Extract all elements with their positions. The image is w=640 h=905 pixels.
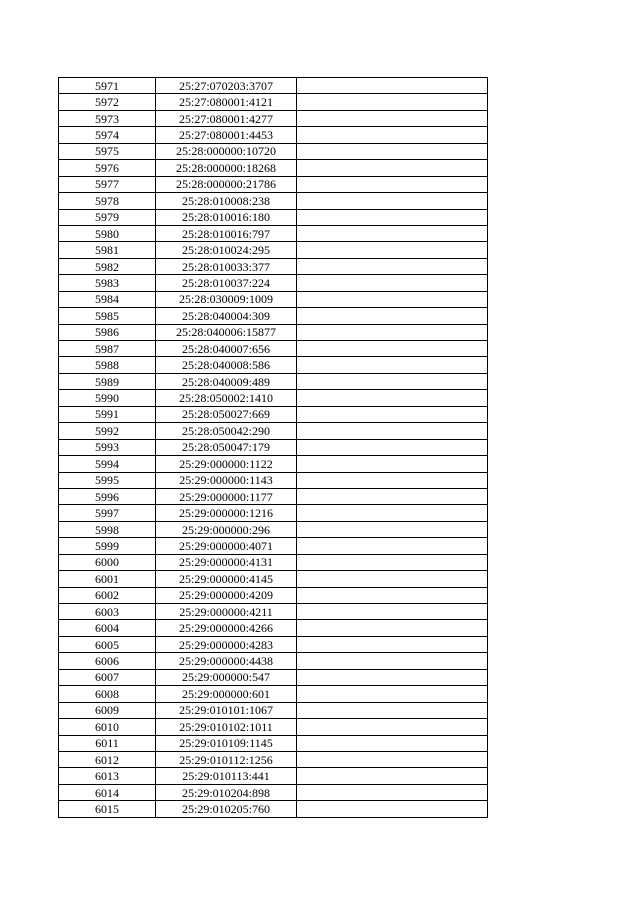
- table-row: [59, 78, 488, 94]
- row-number-cell: 6013: [59, 768, 156, 784]
- row-number-cell: 5974: [59, 127, 156, 143]
- row-number-cell: 6010: [59, 719, 156, 735]
- row-number-cell: 5987: [59, 341, 156, 357]
- empty-cell: [297, 308, 488, 324]
- cadastral-number-cell: 25:28:010016:797: [156, 225, 297, 241]
- table-row: [59, 94, 488, 110]
- empty-cell: [297, 686, 488, 702]
- empty-cell: [297, 225, 488, 241]
- table-row: [59, 406, 488, 422]
- cadastral-number-cell: 25:28:040007:656: [156, 341, 297, 357]
- empty-cell: [297, 275, 488, 291]
- table-row: [59, 423, 488, 439]
- empty-cell: [297, 357, 488, 373]
- table-row: [59, 373, 488, 389]
- cadastral-number-cell: 25:28:000000:21786: [156, 176, 297, 192]
- table-row: [59, 669, 488, 685]
- row-number-cell: 5985: [59, 308, 156, 324]
- empty-cell: [297, 242, 488, 258]
- cadastral-number-cell: 25:29:000000:4071: [156, 538, 297, 554]
- cadastral-number-cell: 25:29:000000:4131: [156, 554, 297, 570]
- table-row: [59, 357, 488, 373]
- cadastral-number-cell: 25:29:000000:1177: [156, 488, 297, 504]
- row-number-cell: 5988: [59, 357, 156, 373]
- table-row: [59, 275, 488, 291]
- empty-cell: [297, 587, 488, 603]
- row-number-cell: 6005: [59, 636, 156, 652]
- row-number-cell: 6014: [59, 784, 156, 800]
- empty-cell: [297, 373, 488, 389]
- row-number-cell: 5989: [59, 373, 156, 389]
- empty-cell: [297, 439, 488, 455]
- empty-cell: [297, 341, 488, 357]
- empty-cell: [297, 423, 488, 439]
- cadastral-number-cell: 25:29:000000:1122: [156, 456, 297, 472]
- empty-cell: [297, 209, 488, 225]
- cadastral-number-cell: 25:29:010204:898: [156, 784, 297, 800]
- cadastral-number-cell: 25:29:000000:4438: [156, 653, 297, 669]
- table-row: [59, 127, 488, 143]
- row-number-cell: 5977: [59, 176, 156, 192]
- cadastral-number-cell: 25:28:050047:179: [156, 439, 297, 455]
- row-number-cell: 5991: [59, 406, 156, 422]
- row-number-cell: 5982: [59, 258, 156, 274]
- table-row: [59, 341, 488, 357]
- table-row: [59, 604, 488, 620]
- cadastral-number-cell: 25:29:000000:296: [156, 521, 297, 537]
- cadastral-number-cell: 25:29:000000:547: [156, 669, 297, 685]
- table-row: [59, 258, 488, 274]
- empty-cell: [297, 406, 488, 422]
- table-row: [59, 143, 488, 159]
- cadastral-number-cell: 25:29:010113:441: [156, 768, 297, 784]
- empty-cell: [297, 456, 488, 472]
- empty-cell: [297, 604, 488, 620]
- table-row: [59, 538, 488, 554]
- empty-cell: [297, 505, 488, 521]
- row-number-cell: 5972: [59, 94, 156, 110]
- row-number-cell: 5971: [59, 78, 156, 94]
- table-row: [59, 439, 488, 455]
- table-row: [59, 488, 488, 504]
- empty-cell: [297, 78, 488, 94]
- row-number-cell: 5990: [59, 390, 156, 406]
- empty-cell: [297, 538, 488, 554]
- row-number-cell: 5983: [59, 275, 156, 291]
- row-number-cell: 5978: [59, 193, 156, 209]
- cadastral-number-cell: 25:28:010037:224: [156, 275, 297, 291]
- cadastral-number-cell: 25:28:040006:15877: [156, 324, 297, 340]
- table-row: [59, 291, 488, 307]
- row-number-cell: 6004: [59, 620, 156, 636]
- table-row: [59, 324, 488, 340]
- table-row: [59, 653, 488, 669]
- row-number-cell: 5975: [59, 143, 156, 159]
- empty-cell: [297, 768, 488, 784]
- table-row: [59, 719, 488, 735]
- empty-cell: [297, 784, 488, 800]
- cadastral-number-cell: 25:28:000000:10720: [156, 143, 297, 159]
- table-row: [59, 620, 488, 636]
- cadastral-number-cell: 25:29:010205:760: [156, 801, 297, 817]
- table-row: [59, 784, 488, 800]
- cadastral-number-cell: 25:29:000000:4283: [156, 636, 297, 652]
- cadastral-number-cell: 25:29:000000:4145: [156, 571, 297, 587]
- cadastral-number-cell: 25:28:050027:669: [156, 406, 297, 422]
- row-number-cell: 6009: [59, 702, 156, 718]
- row-number-cell: 6000: [59, 554, 156, 570]
- table-row: [59, 160, 488, 176]
- empty-cell: [297, 669, 488, 685]
- empty-cell: [297, 571, 488, 587]
- row-number-cell: 6003: [59, 604, 156, 620]
- empty-cell: [297, 636, 488, 652]
- empty-cell: [297, 702, 488, 718]
- cadastral-number-cell: 25:29:000000:1216: [156, 505, 297, 521]
- cadastral-number-cell: 25:28:040004:309: [156, 308, 297, 324]
- row-number-cell: 6015: [59, 801, 156, 817]
- row-number-cell: 5993: [59, 439, 156, 455]
- cadastral-number-cell: 25:28:040009:489: [156, 373, 297, 389]
- cadastral-number-cell: 25:28:000000:18268: [156, 160, 297, 176]
- row-number-cell: 5996: [59, 488, 156, 504]
- empty-cell: [297, 291, 488, 307]
- row-number-cell: 6012: [59, 751, 156, 767]
- empty-cell: [297, 620, 488, 636]
- table-row: [59, 554, 488, 570]
- row-number-cell: 5986: [59, 324, 156, 340]
- cadastral-number-cell: 25:29:000000:4209: [156, 587, 297, 603]
- table-row: [59, 176, 488, 192]
- row-number-cell: 5973: [59, 110, 156, 126]
- empty-cell: [297, 324, 488, 340]
- cadastral-number-cell: 25:28:050042:290: [156, 423, 297, 439]
- empty-cell: [297, 488, 488, 504]
- row-number-cell: 5976: [59, 160, 156, 176]
- row-number-cell: 5992: [59, 423, 156, 439]
- table-row: [59, 636, 488, 652]
- empty-cell: [297, 735, 488, 751]
- cadastral-table: [58, 77, 488, 818]
- row-number-cell: 5984: [59, 291, 156, 307]
- table-row: [59, 768, 488, 784]
- cadastral-number-cell: 25:28:010033:377: [156, 258, 297, 274]
- table-row: [59, 193, 488, 209]
- table-row: [59, 209, 488, 225]
- table-row: [59, 571, 488, 587]
- cadastral-number-cell: 25:29:000000:1143: [156, 472, 297, 488]
- cadastral-number-cell: 25:28:030009:1009: [156, 291, 297, 307]
- row-number-cell: 6007: [59, 669, 156, 685]
- row-number-cell: 5998: [59, 521, 156, 537]
- table-row: [59, 390, 488, 406]
- empty-cell: [297, 127, 488, 143]
- cadastral-number-cell: 25:27:080001:4121: [156, 94, 297, 110]
- cadastral-number-cell: 25:27:080001:4277: [156, 110, 297, 126]
- table-row: [59, 505, 488, 521]
- empty-cell: [297, 554, 488, 570]
- table-row: [59, 735, 488, 751]
- table-row: [59, 225, 488, 241]
- cadastral-number-cell: 25:29:010109:1145: [156, 735, 297, 751]
- row-number-cell: 6006: [59, 653, 156, 669]
- empty-cell: [297, 193, 488, 209]
- row-number-cell: 5980: [59, 225, 156, 241]
- empty-cell: [297, 653, 488, 669]
- cadastral-number-cell: 25:29:000000:4266: [156, 620, 297, 636]
- empty-cell: [297, 751, 488, 767]
- table-row: [59, 587, 488, 603]
- cadastral-number-cell: 25:29:010102:1011: [156, 719, 297, 735]
- empty-cell: [297, 521, 488, 537]
- empty-cell: [297, 160, 488, 176]
- row-number-cell: 5994: [59, 456, 156, 472]
- row-number-cell: 6002: [59, 587, 156, 603]
- table-row: [59, 472, 488, 488]
- cadastral-number-cell: 25:29:000000:4211: [156, 604, 297, 620]
- row-number-cell: 6001: [59, 571, 156, 587]
- table-row: [59, 751, 488, 767]
- empty-cell: [297, 110, 488, 126]
- empty-cell: [297, 258, 488, 274]
- empty-cell: [297, 94, 488, 110]
- row-number-cell: 5997: [59, 505, 156, 521]
- cadastral-number-cell: 25:29:000000:601: [156, 686, 297, 702]
- table-row: [59, 110, 488, 126]
- cadastral-number-cell: 25:28:050002:1410: [156, 390, 297, 406]
- cadastral-number-cell: 25:28:040008:586: [156, 357, 297, 373]
- table-row: [59, 702, 488, 718]
- row-number-cell: 6008: [59, 686, 156, 702]
- table-row: [59, 308, 488, 324]
- table-body: [59, 78, 488, 818]
- row-number-cell: 5981: [59, 242, 156, 258]
- cadastral-number-cell: 25:28:010024:295: [156, 242, 297, 258]
- table-row: [59, 242, 488, 258]
- table-row: [59, 456, 488, 472]
- empty-cell: [297, 143, 488, 159]
- cadastral-number-cell: 25:29:010101:1067: [156, 702, 297, 718]
- cadastral-number-cell: 25:27:080001:4453: [156, 127, 297, 143]
- empty-cell: [297, 801, 488, 817]
- row-number-cell: 5999: [59, 538, 156, 554]
- cadastral-number-cell: 25:28:010008:238: [156, 193, 297, 209]
- empty-cell: [297, 390, 488, 406]
- row-number-cell: 5995: [59, 472, 156, 488]
- cadastral-number-cell: 25:28:010016:180: [156, 209, 297, 225]
- table-row: [59, 521, 488, 537]
- row-number-cell: 5979: [59, 209, 156, 225]
- table-row: [59, 801, 488, 817]
- cadastral-number-cell: 25:27:070203:3707: [156, 78, 297, 94]
- cadastral-number-cell: 25:29:010112:1256: [156, 751, 297, 767]
- empty-cell: [297, 176, 488, 192]
- empty-cell: [297, 472, 488, 488]
- table-row: [59, 686, 488, 702]
- row-number-cell: 6011: [59, 735, 156, 751]
- empty-cell: [297, 719, 488, 735]
